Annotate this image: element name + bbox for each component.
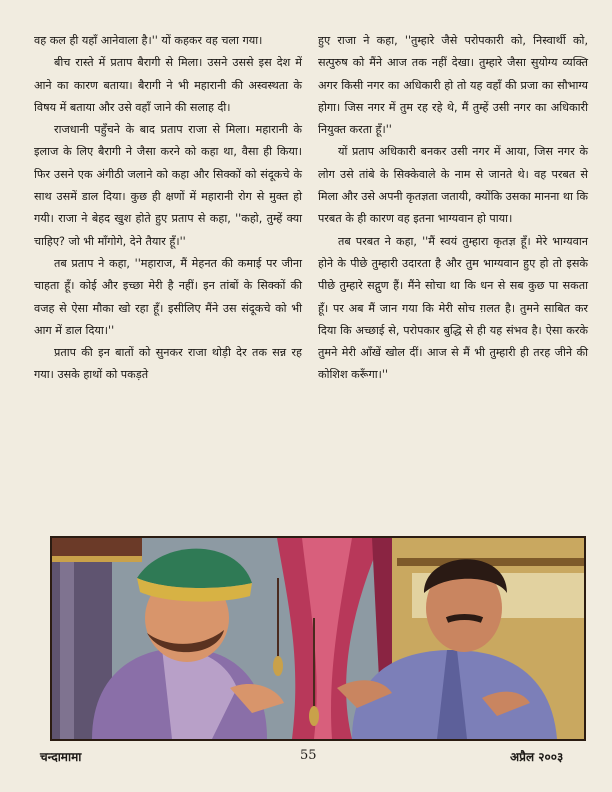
right-text-column <box>318 30 588 387</box>
page-number: 55 <box>300 748 317 763</box>
paragraph: प्रताप की इन बातों को सुनकर राजा थोड़ी देर तक सन्न रह गया। उसके हाथों को पकड़ते <box>34 346 302 382</box>
paragraph: बीच रास्ते में प्रताप बैरागी से मिला। उसने उससे इस देश में आने का कारण बताया। बैरागी ने भी महारानी की अस्वस्थता के विषय में बताया और उसे वहाँ जाने की सलाह दी। <box>34 56 302 114</box>
magazine-name: चन्दामामा <box>40 750 82 764</box>
issue-date: अप्रैल २००३ <box>510 750 564 764</box>
paragraph: यों प्रताप अधिकारी बनकर उसी नगर में आया, जिस नगर के लोग उसे तांबे के सिक्केवाले के नाम से जानते थे। वह परबत से मिला और उसे अपनी कृतज्ञता जतायी, क्योंकि उसका मानना था कि परबत के ही कारण वह इतना भाग्यवान हो पाया। <box>318 145 588 226</box>
story-illustration <box>50 536 586 741</box>
paragraph: वह कल ही यहाँ आनेवाला है।'' यों कहकर वह चला गया। <box>34 34 263 47</box>
illustration-artwork <box>52 538 584 739</box>
paragraph: तब परबत ने कहा, ''मैं स्वयं तुम्हारा कृतज्ञ हूँ। मेरे भाग्यवान होने के पीछे तुम्हारी उदारता है और तुम भाग्यवान हुए हो तो इसके पीछे तुम्हारे सद्गुण हैं। मैंने सोचा था कि धन से सब कुछ पा सकता हूँ। पर अब मैं जान गया कि मेरी सोच ग़लत है। तुमने साबित कर दिया कि अच्छाई से, परोपकार बुद्धि से ही यह संभव है। ऐसा करके तुमने मेरी आँखें खोल दीं। आज से मैं भी तुम्हारी ही तरह जीने की कोशिश करूँगा।'' <box>318 234 588 382</box>
paragraph: राजधानी पहुँचने के बाद प्रताप राजा से मिला। महारानी के इलाज के लिए बैरागी ने जैसा करने को कहा था, वैसा ही किया। फिर उसने एक अंगीठी जलाने को कहा और सिक्कों को संदूकचे के साथ उसमें डाल दिया। कुछ ही क्षणों में महारानी रोग से मुक्त हो गयी। राजा ने बेहद खुश होते हुए प्रताप से कहा, ''कहो, तुम्हें क्या चाहिए? जो भी माँगोगे, देने तैयार हूँ।'' <box>34 123 302 248</box>
paragraph: हुए राजा ने कहा, ''तुम्हारे जैसे परोपकारी को, निस्वार्थी को, सत्पुरुष को मैंने आज तक नहीं देखा। तुम्हारे जैसा सुयोग्य व्यक्ति अगर किसी नगर का अधिकारी हो तो यह वहाँ की प्रजा का सौभाग्य होगा। जिस नगर में तुम रह रहे थे, मैं तुम्हें उसी नगर का अधिकारी नियुक्त करता हूँ।'' <box>318 34 588 137</box>
paragraph: तब प्रताप ने कहा, ''महाराज, मैं मेहनत की कमाई पर जीना चाहता हूँ। कोई और इच्छा मेरी है नहीं। इन तांबों के सिक्कों की वजह से ऐसा मौका खो रहा हूँ। इसीलिए मैंने उस संदूकचे को भी आग में डाल दिया।'' <box>34 256 302 337</box>
left-text-column <box>34 30 302 387</box>
page-footer <box>0 748 612 772</box>
